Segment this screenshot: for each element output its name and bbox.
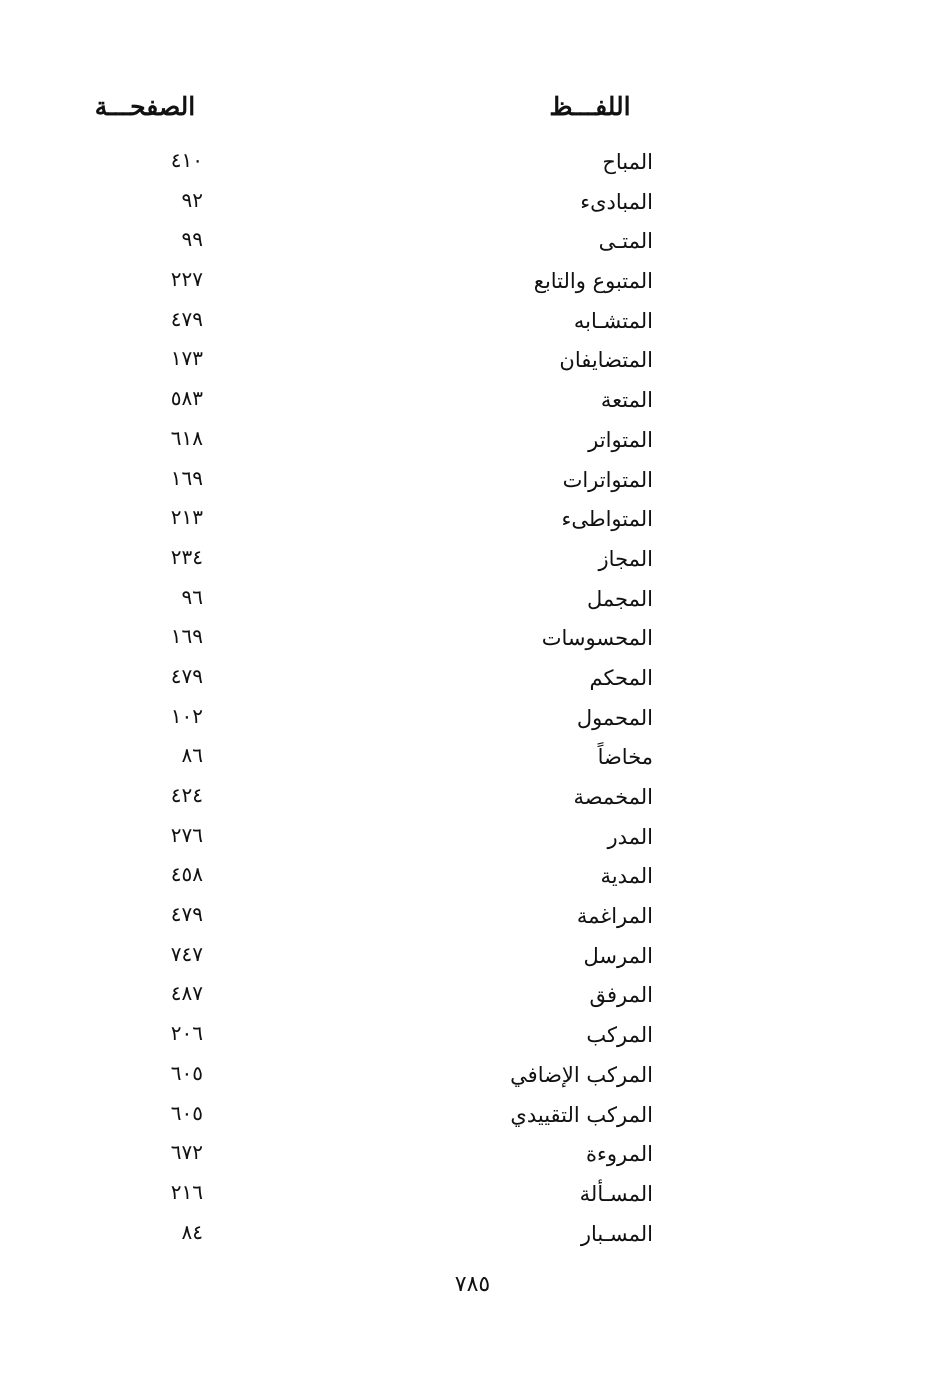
index-term: المجمل	[587, 586, 653, 611]
index-entry	[0, 539, 945, 579]
index-page-ref: ٦١٨	[170, 425, 203, 450]
index-entry	[0, 777, 945, 817]
page-number: ٧٨٥	[454, 1272, 491, 1297]
index-term: المتضايفان	[559, 348, 653, 373]
index-page-ref: ٨٦	[181, 743, 203, 768]
index-entry	[0, 142, 945, 182]
index-page-ref: ١٠٢	[170, 703, 203, 728]
index-term: المروءة	[586, 1142, 653, 1167]
index-term: المتواترات	[562, 467, 653, 492]
index-page-ref: ٧٤٧	[170, 941, 203, 966]
index-term: المباح	[602, 150, 653, 174]
index-page-ref: ٥٨٣	[170, 386, 203, 411]
index-term: المتبوع والتابع	[533, 269, 653, 294]
index-term: المبادىء	[580, 189, 653, 214]
index-entry	[0, 420, 945, 460]
index-entry	[0, 1174, 945, 1214]
index-entry	[0, 1134, 945, 1174]
index-entry	[0, 261, 945, 301]
index-term: المتشـابه	[573, 308, 653, 333]
index-page-ref: ٤٧٩	[170, 663, 203, 688]
index-term: المحكم	[589, 665, 653, 690]
index-term: المدر	[607, 824, 653, 849]
index-term: المخمصة	[573, 785, 653, 809]
index-entry	[0, 896, 945, 936]
index-page-ref: ٢٢٧	[170, 267, 203, 292]
index-page-ref: ٤٨٧	[170, 981, 203, 1006]
index-page-ref: ٢٧٦	[170, 822, 203, 847]
index-term: المركب	[586, 1023, 653, 1048]
index-term: المرسل	[583, 943, 653, 968]
index-entry	[0, 1015, 945, 1055]
index-entry	[0, 1214, 945, 1254]
index-page-ref: ٦٠٥	[170, 1100, 203, 1125]
index-page-ref: ٦٠٥	[170, 1060, 203, 1085]
index-entry	[0, 301, 945, 341]
index-page-ref: ٤٥٨	[170, 862, 203, 887]
index-term: مخاضاً	[597, 745, 653, 770]
index-term: المرفق	[589, 983, 653, 1008]
index-term: المحمول	[576, 705, 653, 730]
index-entry	[0, 936, 945, 976]
index-page-ref: ٦٧٢	[170, 1140, 203, 1165]
index-entry	[0, 856, 945, 896]
index-term: المدية	[600, 864, 653, 889]
index-entry	[0, 698, 945, 738]
index-page-ref: ٩٩	[181, 227, 203, 252]
index-page-ref: ٢١٦	[170, 1179, 203, 1204]
index-page-ref: ١٧٣	[170, 346, 203, 371]
index-entry	[0, 499, 945, 539]
index-entry	[0, 817, 945, 857]
index-term: المتـى	[598, 229, 653, 254]
index-page-ref: ٤٧٩	[170, 306, 203, 331]
index-page-ref: ٤٢٤	[170, 783, 203, 807]
index-header	[0, 92, 945, 132]
index-page-ref: ٢١٣	[170, 505, 203, 530]
index-term: المجاز	[598, 546, 653, 571]
index-entry	[0, 460, 945, 500]
index-term: المسـبار	[580, 1221, 653, 1246]
index-page-ref: ٩٢	[181, 187, 203, 212]
index-term: المتواتر	[588, 427, 653, 452]
index-entry	[0, 658, 945, 698]
index-term: المركب التقييدي	[510, 1102, 653, 1127]
index-entry	[0, 380, 945, 420]
index-term: المتواطىء	[561, 507, 653, 532]
index-term: المراغمة	[576, 904, 653, 929]
index-page-ref: ٤١٠	[170, 148, 203, 172]
index-entry-list	[0, 142, 945, 1253]
index-term: المسـألة	[579, 1181, 653, 1206]
index-page-ref: ٨٤	[181, 1219, 203, 1244]
index-entry	[0, 221, 945, 261]
index-entry	[0, 579, 945, 619]
index-entry	[0, 182, 945, 222]
index-entry	[0, 737, 945, 777]
index-page-ref: ١٦٩	[170, 465, 203, 490]
index-page-ref: ٢٣٤	[170, 544, 203, 569]
term-column-heading: اللفـــظ	[549, 92, 631, 121]
index-entry	[0, 1055, 945, 1095]
index-entry	[0, 340, 945, 380]
index-term: المحسوسات	[541, 626, 653, 651]
index-term: المتعة	[600, 388, 653, 413]
index-page-ref: ٩٦	[181, 584, 203, 609]
index-entry	[0, 975, 945, 1015]
index-entry	[0, 1095, 945, 1135]
index-page-ref: ١٦٩	[170, 624, 203, 649]
page-column-heading: الصفحـــة	[94, 92, 196, 121]
index-term: المركب الإضافي	[510, 1062, 653, 1087]
index-page-ref: ٤٧٩	[170, 902, 203, 927]
index-page-ref: ٢٠٦	[170, 1021, 203, 1046]
index-entry	[0, 618, 945, 658]
